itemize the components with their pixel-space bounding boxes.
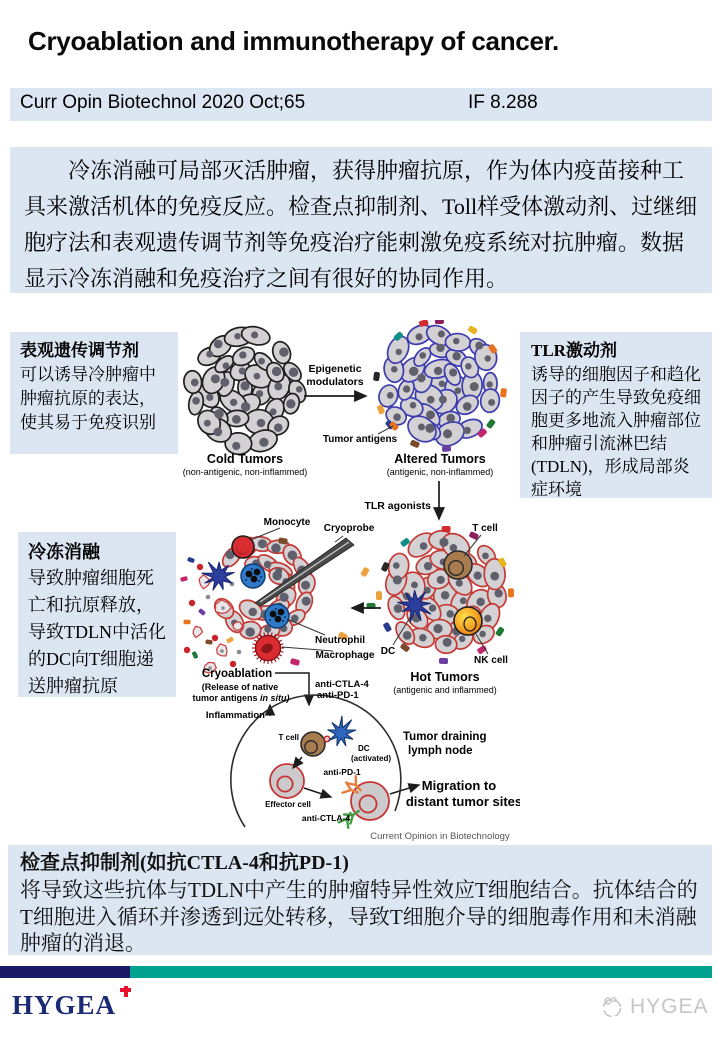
note-tlr-agonist: [520, 332, 712, 498]
label-effector-cell: Effector cell: [265, 800, 311, 809]
journal-citation: Curr Opin Biotechnol 2020 Oct;65: [20, 92, 306, 113]
label-cryoablation: Cryoablation: [201, 668, 273, 680]
footer-teal-bar: [130, 966, 712, 978]
note-epigenetic-body: 可以诱导冷肿瘤中肿瘤抗原的表达，使其易于免疫识别: [20, 365, 156, 432]
note-cryoablation: [18, 532, 176, 697]
label-cold-tumors: Cold Tumors: [206, 452, 284, 466]
label-tdln-1: Tumor draining: [403, 731, 487, 743]
label-t-cell: T cell: [472, 523, 498, 534]
hygea-logo: [12, 990, 116, 1021]
note-epigenetic-title: 表观遗传调节剂: [20, 341, 139, 360]
note-tlr-title: TLR激动剂: [531, 341, 617, 360]
label-tlr-agonists: TLR agonists: [364, 500, 431, 512]
hygea-logo-text: HYGEA: [12, 990, 117, 1020]
arrow-migration: [390, 785, 419, 794]
label-hot-tumors: Hot Tumors: [410, 670, 480, 684]
label-epigenetic-2: modulators: [306, 376, 364, 388]
label-anti-pd1-b: anti-PD-1: [323, 767, 361, 777]
label-t-cell-small: T cell: [278, 733, 299, 742]
altered-tumor-cluster: [373, 320, 507, 452]
label-hot-tumors-sub: (antigenic and inflammed): [393, 685, 497, 695]
red-cross-icon: [120, 986, 131, 997]
label-altered-tumors: Altered Tumors: [394, 452, 486, 466]
label-anti-ctla4: anti-CTLA-4: [315, 679, 369, 690]
arrow-tcell-to-effector: [293, 757, 302, 768]
label-inflammation: Inflammation: [205, 710, 265, 721]
arrow-effector-to-bound: [304, 788, 331, 797]
label-neutrophil: Neutrophil: [315, 635, 365, 646]
label-monocyte: Monocyte: [263, 517, 311, 528]
label-anti-ctla4-b: anti-CTLA-4: [301, 813, 351, 823]
label-dc: DC: [380, 646, 396, 657]
label-migration-2: distant tumor sites: [405, 794, 520, 809]
label-migration-1: Migration to: [421, 778, 497, 793]
abstract-box: [10, 147, 712, 293]
journal-bar: [10, 88, 712, 121]
cold-tumor-cluster: [183, 324, 309, 455]
label-cryoablation-sub1: (Release of native: [201, 682, 279, 692]
label-macrophage: Macrophage: [315, 650, 375, 661]
note-epigenetic-modulators: [10, 332, 178, 454]
label-tumor-antigens: Tumor antigens: [322, 434, 398, 445]
label-anti-pd1: anti-PD-1: [317, 690, 359, 701]
label-cryoablation-sub2: tumor antigens in situ): [192, 693, 290, 703]
note-tlr-body: 诱导的细胞因子和趋化因子的产生导致免疫细胞更多地流入肿瘤部位和肿瘤引流淋巴结(TDLN)，形成局部炎症环境: [531, 365, 701, 499]
label-altered-tumors-sub: (antigenic, non-inflammed): [386, 467, 494, 477]
page-title: Cryoablation and immunotherapy of cancer.: [28, 26, 559, 56]
label-dc-activated-1: DC: [358, 744, 370, 753]
hygea-watermark: [600, 995, 709, 1019]
label-tdln-2: lymph node: [408, 745, 473, 757]
note-cryo-body: 导致肿瘤细胞死亡和抗原释放，导致TDLN中活化的DC向T细胞递送肿瘤抗原: [28, 568, 166, 696]
hot-tumor-cluster: [376, 526, 514, 664]
pointer-tumor-antigens: [378, 426, 393, 434]
footer-navy-bar: [0, 966, 130, 978]
hygea-stamp-icon: [600, 995, 624, 1019]
note-checkpoint-inhibitors: [8, 845, 712, 955]
label-journal-credit: Current Opinion in Biotechnology: [370, 831, 510, 842]
note-cryo-title: 冷冻消融: [28, 542, 100, 562]
diagram-svg: [175, 320, 520, 845]
note-checkpoint-body: 将导致这些抗体与TDLN中产生的肿瘤特异性效应T细胞结合。抗体结合的T细胞进入循环并渗透到远处转移，导致T细胞介导的细胞毒作用和未消融肿瘤的消退。: [20, 878, 698, 955]
label-dc-activated-2: (activated): [351, 754, 392, 763]
note-checkpoint-title: 检查点抑制剂(如抗CTLA-4和抗PD-1): [20, 852, 349, 874]
label-cryoprobe: Cryoprobe: [323, 523, 375, 534]
label-epigenetic-1: Epigenetic: [308, 363, 362, 375]
impact-factor: IF 8.288: [468, 92, 538, 113]
figure-cryoablation-immunotherapy: [175, 320, 520, 845]
hygea-watermark-text: HYGEA: [630, 995, 709, 1018]
label-cold-tumors-sub: (non-antigenic, non-inflammed): [182, 467, 308, 477]
label-nk-cell: NK cell: [474, 655, 508, 666]
abstract-text: 冷冻消融可局部灭活肿瘤，获得肿瘤抗原，作为体内疫苗接种工具来激活机体的免疫反应。检查点抑制剂、Toll样受体激动剂、过继细胞疗法和表观遗传调节剂等免疫治疗能刺激免疫系统对抗肿瘤。数据显示冷冻消融和免疫治疗之间有很好的协同作用。: [24, 158, 698, 291]
